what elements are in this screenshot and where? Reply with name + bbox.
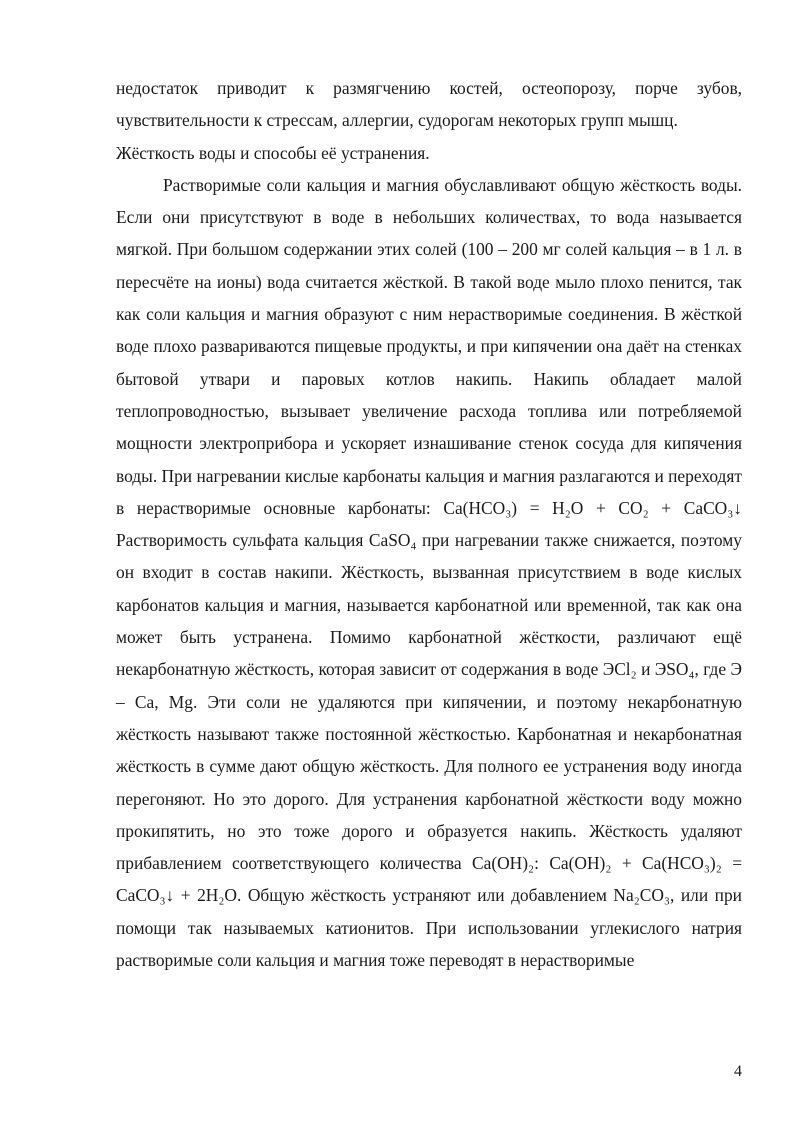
section-heading: Жёсткость воды и способы её устранения. [116,142,430,163]
paragraph-continuation: недостаток приводит к размягчению костей, остеопорозу, порче зубов, чувствительности к стрессам, аллергии, судорогам некоторых групп мышц. [116,78,742,131]
page-number: 4 [734,1063,742,1080]
paragraph-water-hardness: Растворимые соли кальция и магния обуславливают общую жёсткость воды. Если они присутствуют в воде в небольших количествах, то вода называется мягкой. При большом содержании этих солей (100 – 200 мг солей кальция – в 1 л. в пересчёте на ионы) вода считается жёсткой. В такой воде мыло плохо пенится, так как соли кальция и магния образуют с ним нерастворимые соединения. В жёсткой воде плохо развариваются пищевые продукты, и при кипячении она даёт на стенках бытовой утвари и паровых котлов накипь. Накипь обладает малой теплопроводностью, вызывает увеличение расхода топлива или потребляемой мощности электроприбора и ускоряет изнашивание стенок сосуда для кипячения воды. При нагревании кислые карбонаты кальция и магния разлагаются и переходят в нерастворимые основные карбонаты: Ca(HCO₃) = H₂O + CO₂ + CaCO₃↓ Растворимость сульфата кальция CaSO₄ при нагревании также снижается, поэтому он входит в состав накипи. Жёсткость, вызванная присутствием в воде кислых карбонатов кальция и магния, называется карбонатной или временной, так как она может быть устранена. Помимо карбонатной жёсткости, различают ещё некарбонатную жёсткость, которая зависит от содержания в воде ЭCl₂ и ЭSO₄, где Э – Ca, Mg. Эти соли не удаляются при кипячении, и поэтому некарбонатную жёсткость называют также постоянной жёсткостью. Карбонатная и некарбонатная жёсткость в сумме дают общую жёсткость. Для полного ее устранения воду иногда перегоняют. Но это дорого. Для устранения карбонатной жёсткости воду можно прокипятить, но это тоже дорого и образуется накипь. Жёсткость удаляют прибавлением соответствующего количества Ca(OH)₂: Ca(OH)₂ + Ca(HCO₃)₂ = CaCO₃↓ + 2H₂O. Общую жёсткость устраняют или добавлением Na₂CO₃, или при помощи так называемых катионитов. При использовании углекислого натрия растворимые соли кальция и магния тоже переводят в нерастворимые [116,174,742,971]
body-text [116,72,742,976]
